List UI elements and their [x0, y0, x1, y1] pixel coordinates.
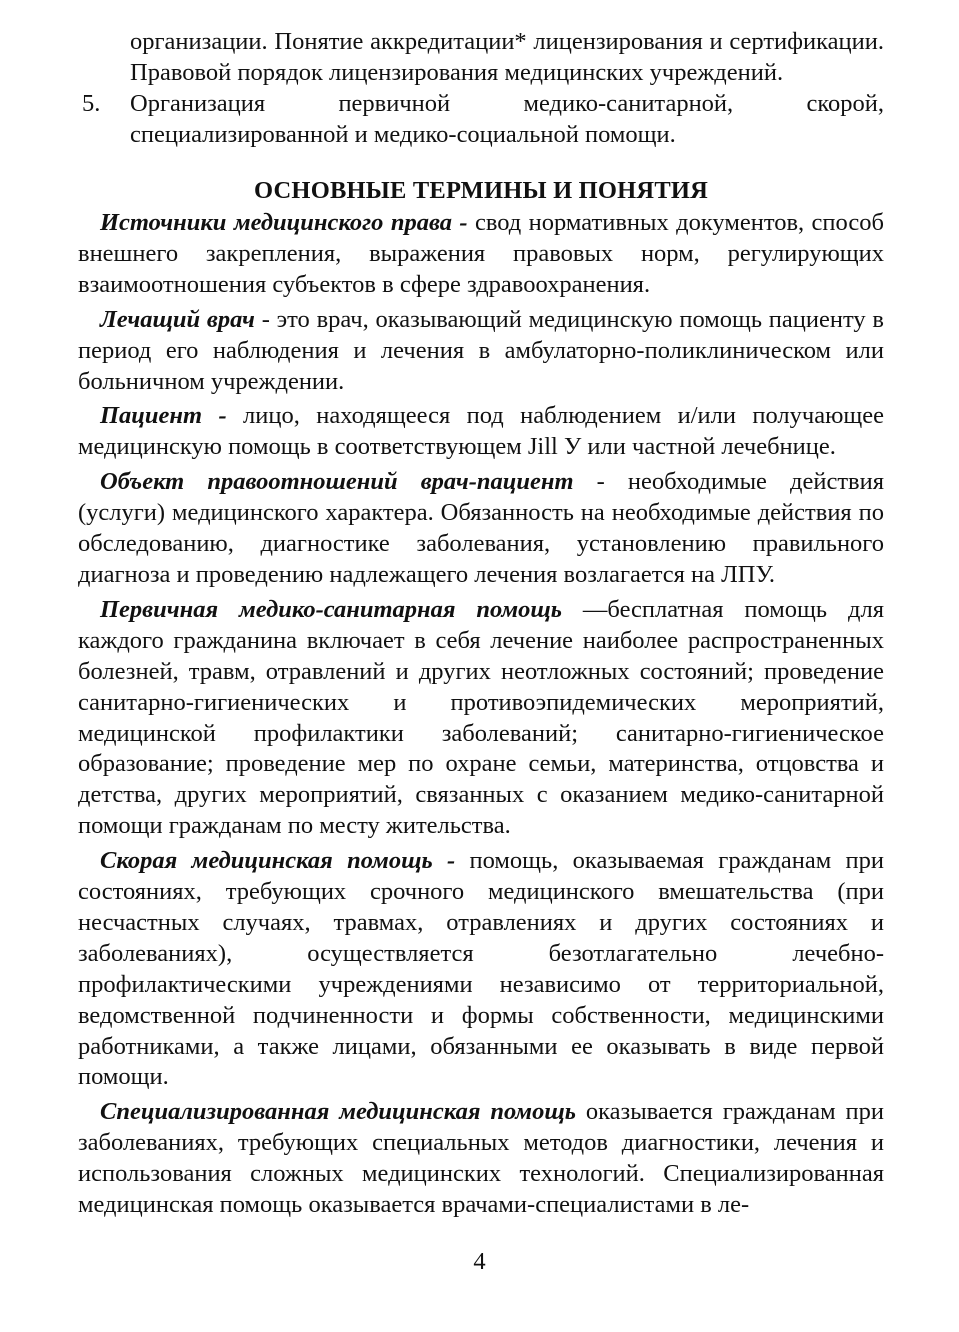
- list-item-text: Организация первичной медико-санитарной, скорой, специализированной и медико-социальной помощи.: [130, 90, 884, 148]
- term-definition: помощь, оказываемая гражданам при состояниях, требующих срочного медицинского вмешательства (при несчастных случаях, травмах, отравлениях и других состояниях и заболеваниях), осуществляется безотлагательно лечебно-профилактическими учреждениями независимо от территориальной, ведомственной подчиненности и формы собственности, медицинскими работниками, а также лицами, обязанными ее оказывать в виде первой помощи.: [78, 847, 885, 1091]
- term-definition: оказывается гражданам при заболеваниях, требующих специальных методов диагностики, лечения и использования сложных медицинских технологий. Специализированная медицинская помощь оказывается врачами-специалистами в ле-: [78, 1098, 884, 1219]
- term-paragraph: [78, 401, 884, 463]
- term-paragraph: [78, 305, 884, 398]
- term-paragraph: [78, 846, 884, 1093]
- list-item-number: 5.: [82, 90, 101, 117]
- term-title: Скорая медицинская помощь -: [100, 847, 456, 875]
- term-definition: лицо, находящееся под наблюдением и/или получающее медицинскую помощь в соответствующем Jill У или частной лечебнице.: [78, 402, 884, 461]
- term-title: Первичная медико-санитарная помощь: [100, 595, 562, 623]
- term-definition: свод нормативных документов, способ внешнего закрепления, выражения правовых норм, регулирующих взаимоотношения субъектов в сфере здравоохранения.: [78, 209, 884, 298]
- list-item-continuation: организации. Понятие аккредитации* лицензирования и сертификации. Правовой порядок лицензирования медицинских учреждений.: [130, 28, 884, 86]
- term-definition: - это врач, оказывающий медицинскую помощь пациенту в период его наблюдения и лечения в амбулаторно-поликлиническом или больничном учреждении.: [78, 305, 884, 395]
- term-title: Лечащий врач: [100, 305, 255, 333]
- term-definition: - необходимые действия (услуги) медицинского характера. Обязанность на необходимые действия по обследованию, диагностике заболевания, установлению правильного диагноза и проведению надлежащего лечения возлагается на ЛПУ.: [78, 468, 884, 588]
- term-paragraph: [78, 467, 884, 591]
- term-paragraph: [78, 595, 884, 842]
- term-paragraph: [78, 208, 884, 301]
- term-paragraph: [78, 1097, 884, 1221]
- term-definition: —бесплатная помощь для каждого гражданина включает в себя лечение наиболее распространенных болезней, травм, отравлений и других неотложных состояний; проведение санитарно-гигиенических и противоэпидемических мероприятий, медицинской профилактики заболеваний; санитарно-гигиеническое образование; проведение мер по охране семьи, материнства, отцовства и детства, других мероприятий, связанных с оказанием медико-санитарной помощи гражданам по месту жительства.: [78, 595, 884, 840]
- document-page: [78, 26, 884, 1225]
- page-number: 4: [473, 1248, 486, 1275]
- term-title: Специализированная медицинская помощь: [100, 1098, 576, 1126]
- term-title: Объект правоотношений врач-пациент: [100, 468, 574, 496]
- term-title: Источники медицинского права -: [100, 209, 468, 236]
- list-item-5: [78, 88, 884, 150]
- section-heading: ОСНОВНЫЕ ТЕРМИНЫ И ПОНЯТИЯ: [253, 177, 709, 204]
- term-title: Пациент -: [100, 402, 227, 430]
